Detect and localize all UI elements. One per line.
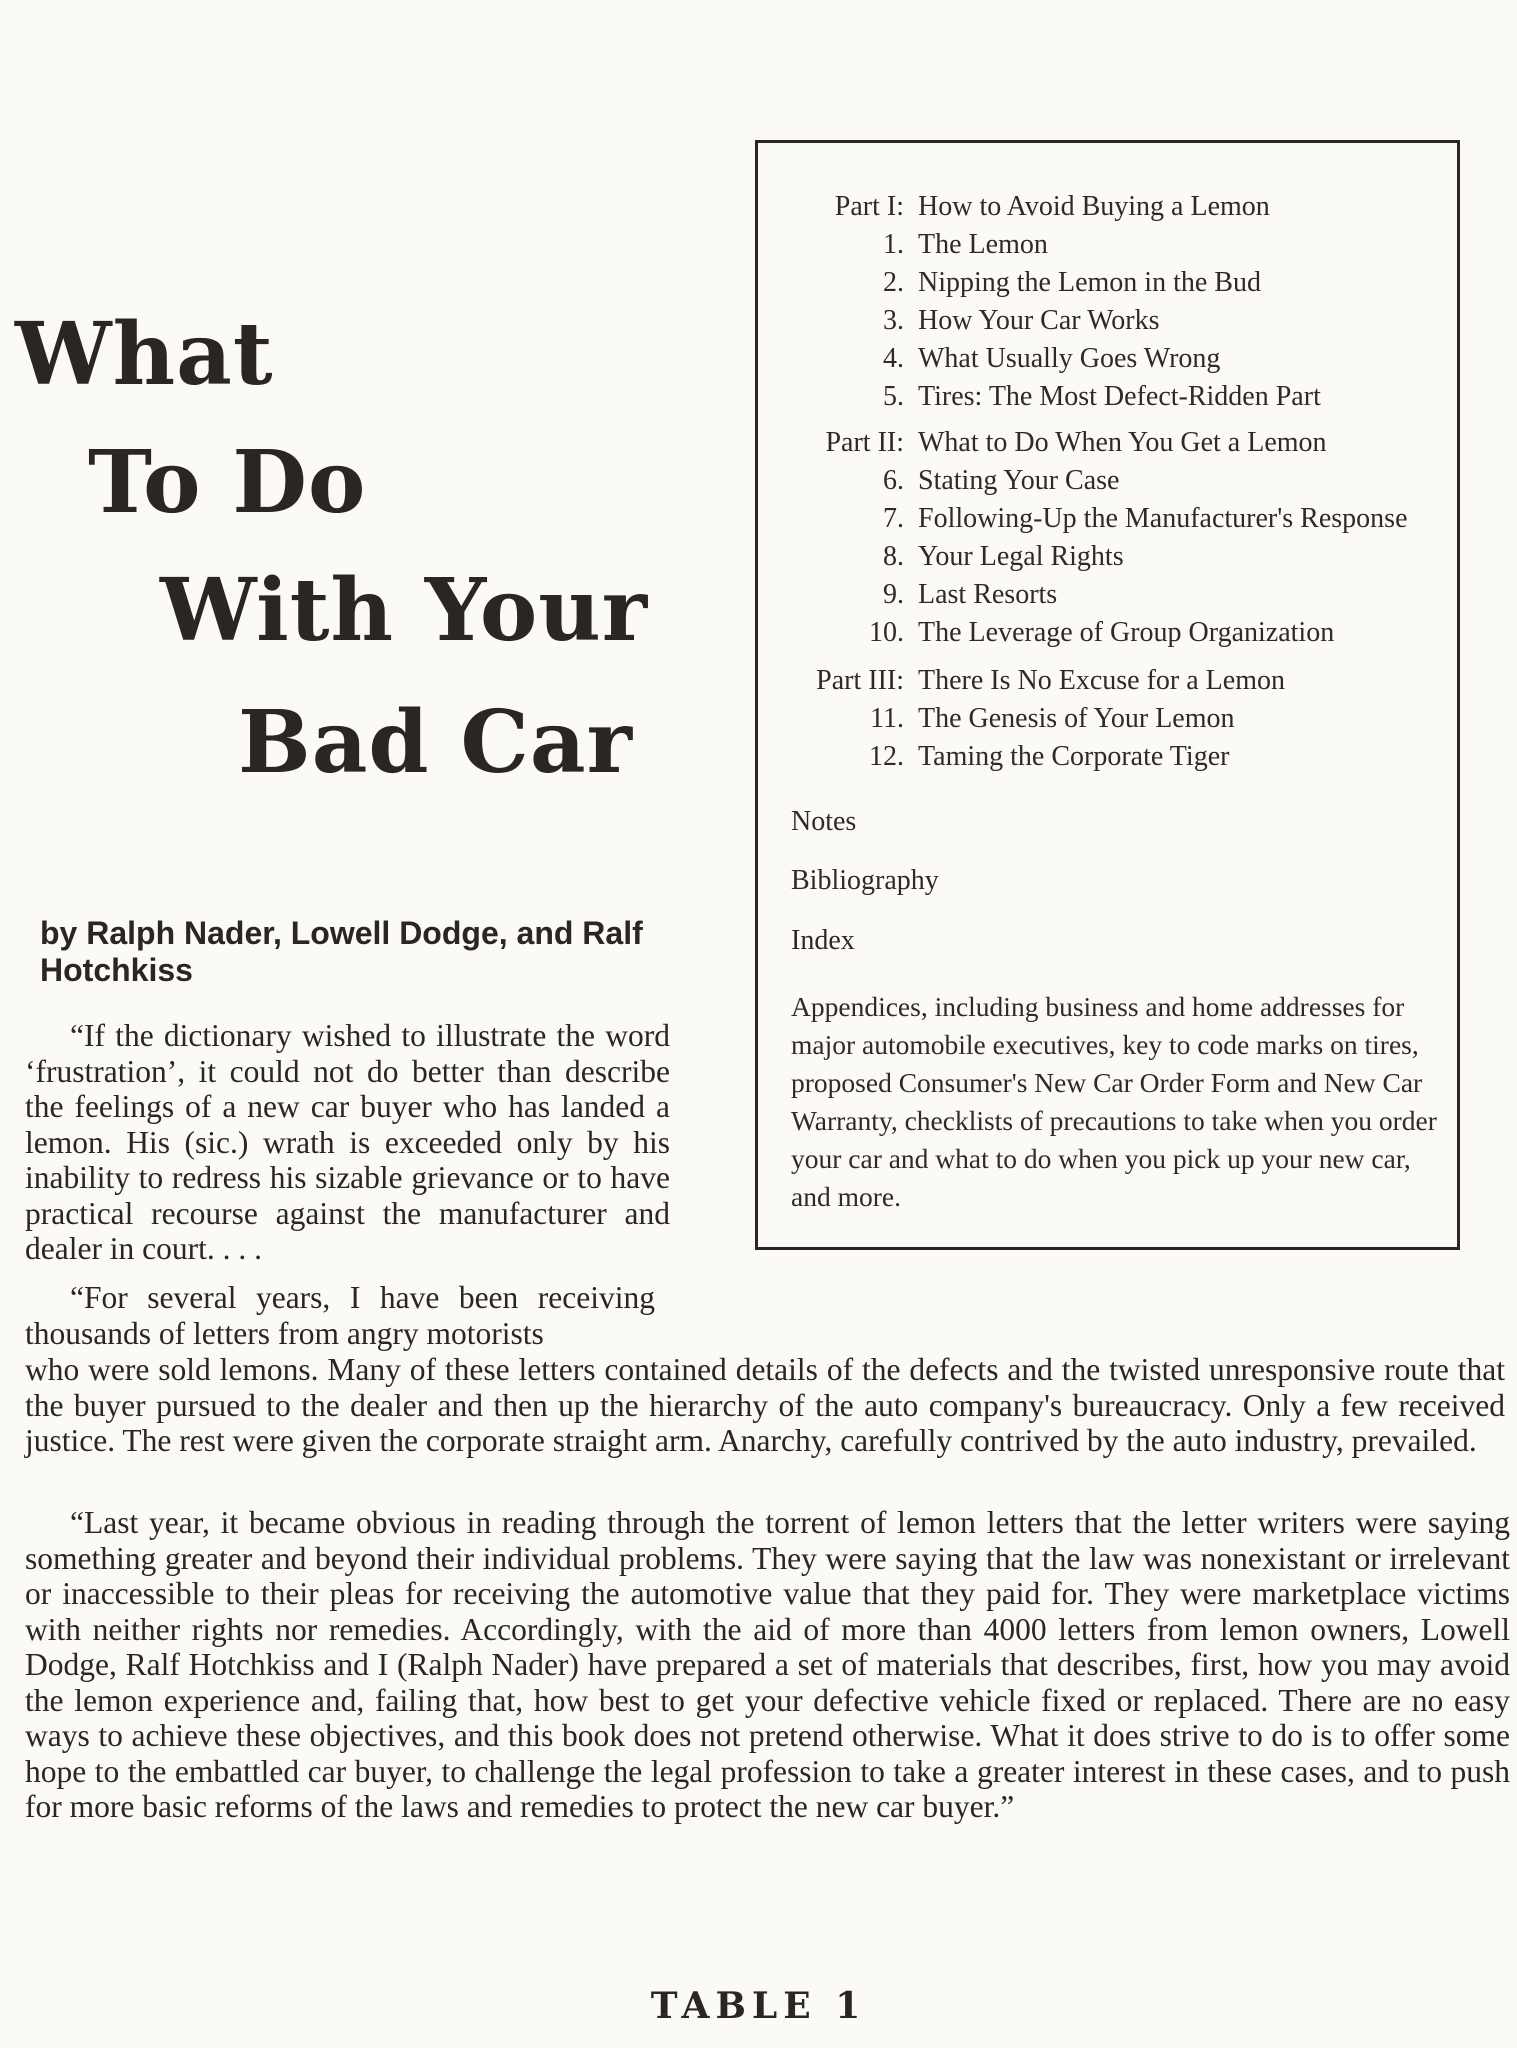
toc-bibliography: Bibliography	[791, 865, 939, 896]
toc-chapter-11: 11. The Genesis of Your Lemon	[870, 703, 1235, 734]
toc-index: Index	[791, 925, 855, 956]
toc-chapter-9: 9. Last Resorts	[883, 579, 1058, 610]
title-line-3: With Your	[160, 560, 649, 661]
table-of-contents	[755, 140, 1460, 1250]
title-line-1: What	[15, 304, 274, 405]
toc-chapter-4: 4. What Usually Goes Wrong	[883, 343, 1221, 374]
toc-chapter-8: 8. Your Legal Rights	[883, 541, 1124, 572]
toc-notes: Notes	[791, 806, 857, 837]
toc-part-1: Part I: How to Avoid Buying a Lemon	[834, 191, 1270, 222]
toc-chapter-6: 6. Stating Your Case	[883, 465, 1120, 496]
paragraph-3: “Last year, it became obvious in reading through the torrent of lemon letters that the letter writers were saying something greater and beyond their individual problems. They were saying that the law was nonexistant or irrelevant or inaccessible to their pleas for receiving the automotive value that they paid for. They were marketplace victims with neither rights nor remedies. Accordingly, with the aid of more than 4000 letters from lemon owners, Lowell Dodge, Ralf Hotchkiss and I (Ralph Nader) have prepared a set of materials that describes, first, how you may avoid the lemon experience and, failing that, how best to get your defective vehicle fixed or replaced. There are no easy ways to achieve these objectives, and this book does not pretend otherwise. What it does strive to do is to offer some hope to the embattled car buyer, to challenge the legal profession to take a greater interest in these cases, and to push for more basic reforms of the laws and remedies to protect the new car buyer.”	[25, 1505, 1510, 1824]
paragraph-1: “If the dictionary wished to illustrate the word ‘frustration’, it could not do better than describe the feelings of a new car buyer who has landed a lemon. His (sic.) wrath is exceeded only by his inability to redress his sizable grievance or to have practical recourse against the manufacturer and dealer in court. . . .	[25, 1018, 670, 1266]
table-label: TABLE 1	[650, 1985, 867, 2027]
toc-appendices: Appendices, including business and home addresses for major automobile executives, key to code marks on tires, proposed Consumer's New Car Order Form and New Car Warranty, checklists of precautions to take when you order your car and what to do when you pick up your new car, and more.	[791, 991, 1437, 1212]
toc-chapter-12: 12. Taming the Corporate Tiger	[869, 741, 1230, 772]
toc-part-2: Part II: What to Do When You Get a Lemon	[825, 427, 1327, 458]
paragraph-2-intro: “For several years, I have been receiving thousands of letters from angry motorists	[25, 1280, 655, 1351]
toc-chapter-5: 5. Tires: The Most Defect-Ridden Part	[883, 381, 1321, 412]
toc-chapter-10: 10. The Leverage of Group Organization	[869, 617, 1335, 648]
authors-byline: by Ralph Nader, Lowell Dodge, and Ralf Hotchkiss	[40, 915, 643, 988]
title-line-2: To Do	[88, 432, 367, 533]
toc-chapter-7: 7. Following-Up the Manufacturer's Response	[883, 503, 1408, 534]
title-line-4: Bad Car	[238, 692, 633, 793]
paragraph-2-continued: who were sold lemons. Many of these letters contained details of the defects and the twisted unresponsive route that the buyer pursued to the dealer and then up the hierarchy of the auto company's bureaucracy. Only a few received justice. The rest were given the corporate straight arm. Anarchy, carefully contrived by the auto industry, prevailed.	[25, 1352, 1505, 1458]
toc-chapter-1: 1. The Lemon	[883, 229, 1048, 260]
toc-chapter-2: 2. Nipping the Lemon in the Bud	[883, 267, 1261, 298]
toc-chapter-3: 3. How Your Car Works	[883, 305, 1160, 336]
toc-part-3: Part III: There Is No Excuse for a Lemon	[816, 665, 1285, 696]
